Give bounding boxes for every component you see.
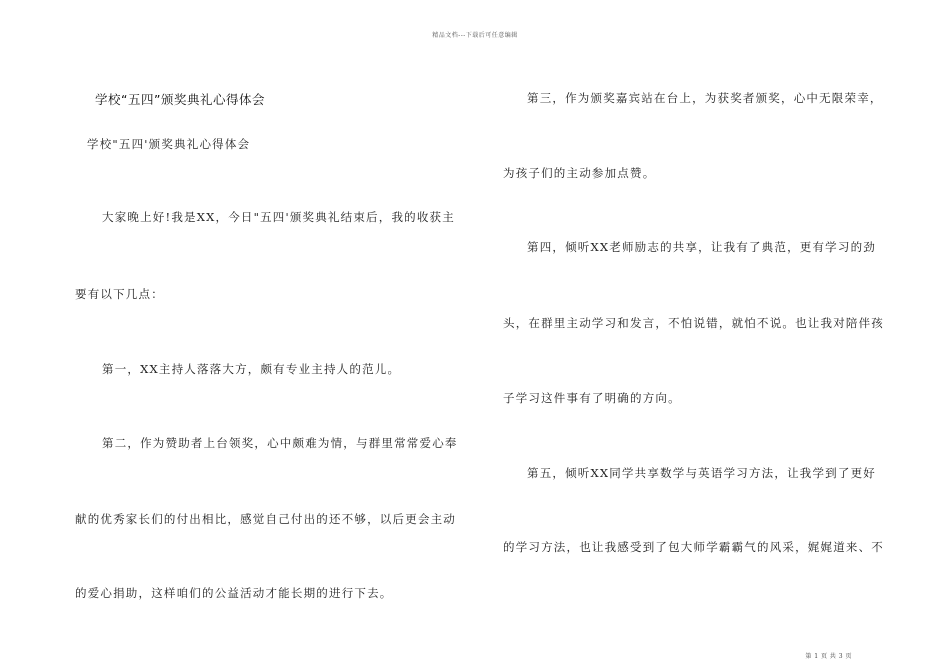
paragraph-line: 献的优秀家长们的付出相比，感觉自己付出的还不够，以后更会主动 [75, 512, 456, 526]
paragraph-line: 的爱心捐助，这样咱们的公益活动才能长期的进行下去。 [75, 586, 393, 600]
paragraph-line: 第三，作为颁奖嘉宾站在台上，为获奖者颁奖，心中无限荣幸， [527, 91, 883, 105]
paragraph-line: 为孩子们的主动参加点赞。 [503, 166, 656, 180]
paragraph-line: 第一，XX主持人落落大方，颇有专业主持人的范儿。 [102, 362, 401, 376]
paragraph-line: 子学习这件事有了明确的方向。 [503, 391, 681, 405]
document-subtitle: 学校"五四'颁奖典礼心得体会 [87, 137, 251, 151]
paragraph-line: 的学习方法，也让我感受到了包大师学霸霸气的风采，娓娓道来、不 [503, 540, 884, 554]
paragraph-line: 大家晚上好!我是XX，今日"五四'颁奖典礼结束后，我的收获主 [102, 210, 455, 224]
paragraph-line: 第四，倾听XX老师励志的共享，让我有了典范，更有学习的劲 [527, 240, 876, 254]
paragraph-line: 第五，倾听XX同学共享数学与英语学习方法，让我学到了更好 [527, 466, 876, 480]
paragraph-line: 头，在群里主动学习和发言，不怕说错，就怕不说。也让我对陪伴孩 [503, 316, 884, 330]
page-number: 第 1 页 共 3 页 [805, 653, 852, 660]
paragraph-line: 要有以下几点： [75, 287, 164, 301]
paragraph-line: 第二，作为赞助者上台领奖，心中颇难为情，与群里常常爱心奉 [102, 436, 458, 450]
page-header: 精品文档---下载后可任意编辑 [432, 32, 518, 39]
document-title: 学校“五四”颁奖典礼心得体会 [95, 92, 265, 107]
